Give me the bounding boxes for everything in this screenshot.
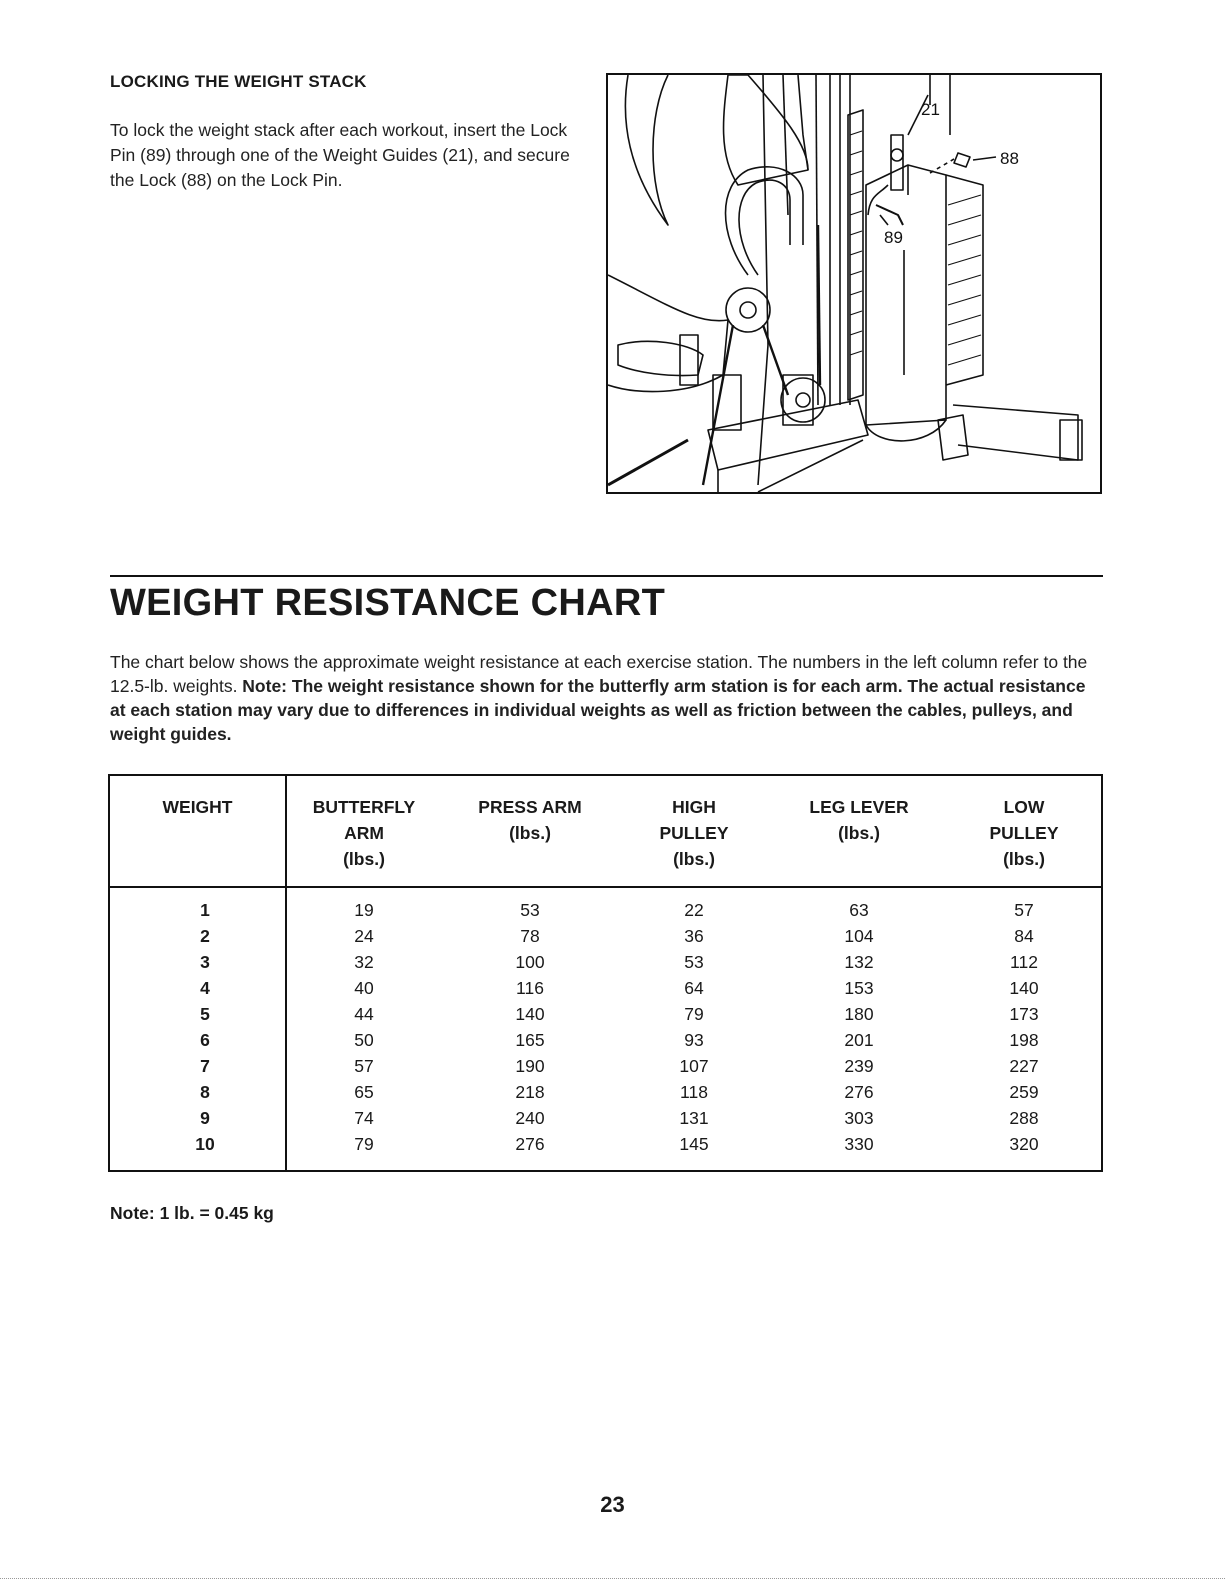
table-cell: 24	[354, 926, 374, 946]
chart-title: WEIGHT RESISTANCE CHART	[110, 582, 666, 624]
table-cell: 276	[515, 1134, 545, 1154]
table-cell: 259	[1009, 1082, 1039, 1102]
table-cell: 9	[200, 1108, 210, 1128]
table-cell: 2	[200, 926, 210, 946]
table-cell: 201	[844, 1030, 874, 1050]
table-cell: 57	[354, 1056, 374, 1076]
column-high-pulley	[612, 897, 776, 1157]
header-butterfly-arm: BUTTERFLY ARM (lbs.)	[312, 797, 416, 869]
table-cell: 74	[354, 1108, 374, 1128]
table-cell: 7	[200, 1056, 210, 1076]
column-leg-lever	[776, 897, 942, 1157]
chart-intro	[110, 650, 1105, 746]
table-cell: 180	[844, 1004, 874, 1024]
table-cell: 32	[354, 952, 374, 972]
weight-stack-illustration	[606, 73, 1102, 494]
table-cell: 131	[679, 1108, 709, 1128]
header-press-arm: PRESS ARM (lbs.)	[478, 797, 582, 843]
table-cell: 227	[1009, 1056, 1039, 1076]
table-header-divider	[110, 886, 1101, 888]
column-weight	[110, 897, 300, 1157]
table-cell: 116	[516, 978, 544, 998]
table-cell: 3	[200, 952, 210, 972]
table-cell: 40	[354, 978, 374, 998]
chart-intro-plain: The chart below shows the approximate weight resistance at each exercise station. The numbers in the left column refer to the 12.5-lb. weights.	[110, 652, 1088, 696]
table-cell: 79	[684, 1004, 704, 1024]
table-cell: 104	[844, 926, 874, 946]
page-number: 23	[600, 1492, 625, 1517]
table-cell: 5	[200, 1004, 210, 1024]
table-cell: 190	[515, 1056, 545, 1076]
table-cell: 165	[515, 1030, 545, 1050]
chart-intro-note: Note: The weight resistance shown for the butterfly arm station is for each arm. The actual resistance at each station may vary due to differences in individual weights as well as friction between the cables, pulleys, and weight guides.	[110, 676, 1086, 744]
table-cell: 153	[844, 978, 874, 998]
table-cell: 65	[354, 1082, 374, 1102]
callout-89: 89	[884, 228, 903, 247]
table-cell: 112	[1010, 952, 1038, 972]
table-cell: 218	[515, 1082, 545, 1102]
bottom-rule	[0, 1578, 1225, 1580]
table-cell: 53	[684, 952, 704, 972]
conversion-note: Note: 1 lb. = 0.45 kg	[110, 1203, 274, 1223]
table-cell: 118	[680, 1082, 708, 1102]
table-cell: 19	[354, 900, 374, 920]
title-rule	[110, 575, 1103, 577]
table-cell: 8	[200, 1082, 210, 1102]
table-cell: 140	[1009, 978, 1039, 998]
column-press-arm	[448, 897, 612, 1157]
table-cell: 57	[1014, 900, 1034, 920]
column-low-pulley	[942, 897, 1106, 1157]
table-cell: 10	[195, 1134, 215, 1154]
table-cell: 78	[520, 926, 540, 946]
table-cell: 44	[354, 1004, 374, 1024]
table-cell: 93	[684, 1030, 704, 1050]
table-cell: 198	[1009, 1030, 1039, 1050]
column-butterfly-arm	[280, 897, 448, 1157]
callout-88: 88	[1000, 149, 1019, 168]
header-weight: WEIGHT	[162, 797, 233, 817]
table-cell: 6	[200, 1030, 210, 1050]
weight-stack-drawing	[608, 75, 1100, 492]
table-cell: 140	[515, 1004, 545, 1024]
table-cell: 330	[844, 1134, 874, 1154]
table-cell: 276	[844, 1082, 874, 1102]
table-cell: 36	[684, 926, 704, 946]
table-cell: 79	[354, 1134, 374, 1154]
lock-section-heading: LOCKING THE WEIGHT STACK	[110, 72, 367, 91]
header-leg-lever: LEG LEVER (lbs.)	[809, 797, 909, 843]
table-cell: 100	[515, 952, 545, 972]
header-high-pulley: HIGH PULLEY (lbs.)	[659, 797, 729, 869]
callout-21: 21	[921, 100, 940, 119]
table-cell: 53	[520, 900, 540, 920]
table-cell: 240	[515, 1108, 545, 1128]
table-cell: 1	[200, 900, 210, 920]
table-cell: 239	[844, 1056, 874, 1076]
table-cell: 132	[844, 952, 874, 972]
resistance-table	[108, 774, 1103, 1172]
table-cell: 22	[684, 900, 704, 920]
table-cell: 288	[1009, 1108, 1039, 1128]
table-cell: 63	[849, 900, 869, 920]
table-cell: 64	[684, 978, 704, 998]
table-cell: 84	[1014, 926, 1034, 946]
header-low-pulley: LOW PULLEY (lbs.)	[989, 797, 1059, 869]
table-cell: 303	[844, 1108, 874, 1128]
table-cell: 320	[1009, 1134, 1039, 1154]
lock-section-body: To lock the weight stack after each workout, insert the Lock Pin (89) through one of the Weight Guides (21), and secure the Lock (88) on the Lock Pin.	[110, 120, 570, 190]
table-cell: 107	[679, 1056, 709, 1076]
table-cell: 173	[1009, 1004, 1039, 1024]
table-cell: 4	[200, 978, 210, 998]
table-cell: 145	[679, 1134, 709, 1154]
table-cell: 50	[354, 1030, 374, 1050]
